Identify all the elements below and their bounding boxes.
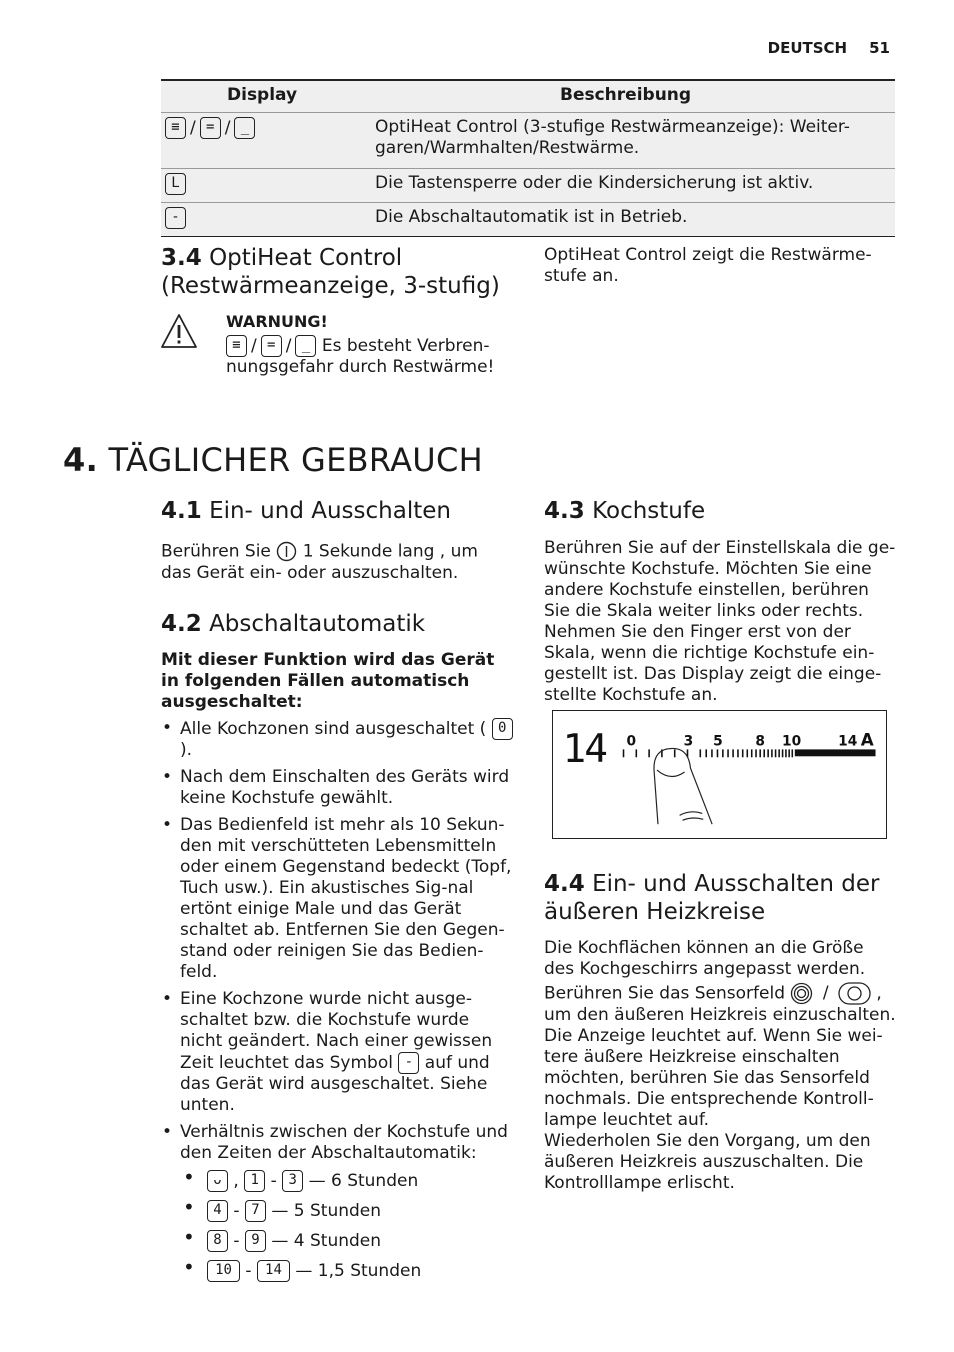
text-part: Verhältnis zwischen der Kochstufe und den Zeiten der Abschaltautomatik: — [180, 1122, 508, 1163]
display-symbol-icon: 9 — [245, 1230, 266, 1252]
text-part: , — [233, 1171, 239, 1191]
scale-label: 8 — [755, 733, 766, 750]
text-part: - — [245, 1261, 252, 1281]
table-header-row — [161, 81, 895, 112]
table-cell-text: OptiHeat Control (3-stufige Restwärmeanzeige): Weiter-garen/Warmhalten/Restwärme. — [375, 117, 850, 158]
paragraph: Die Kochflächen können an die Größe des Kochgeschirrs angepasst werden. — [544, 938, 866, 979]
section-4-1-text — [161, 541, 506, 584]
text-part: , — [876, 983, 882, 1004]
symbol-separator: / — [822, 983, 829, 1003]
scale-label: 0 — [626, 733, 637, 750]
list-item — [180, 1168, 516, 1198]
display-symbol-icon: ≡ — [165, 117, 186, 139]
warning-triangle-icon — [160, 313, 198, 349]
table-header-description: Beschreibung — [560, 85, 692, 105]
chapter-number: 4. — [63, 441, 99, 479]
display-symbol-icon: 10 — [207, 1260, 240, 1282]
page-header — [768, 38, 890, 59]
section-title: Abschaltautomatik — [209, 611, 426, 637]
display-symbol-icon: = — [200, 117, 221, 139]
section-4-2-intro: Mit dieser Funktion wird das Gerät in folgenden Fällen automatisch ausgeschaltet: — [161, 650, 495, 712]
table-cell-text: Die Abschaltautomatik ist in Betrieb. — [375, 207, 688, 227]
text-part: — 6 Stunden — [308, 1171, 419, 1191]
scale-label: A — [860, 729, 874, 750]
display-table — [161, 79, 895, 237]
section-number: 3.4 — [161, 245, 202, 271]
auto-off-list — [161, 718, 516, 1294]
warning-block — [226, 311, 516, 378]
paragraph — [544, 982, 896, 1131]
display-symbol-icon: 3 — [282, 1170, 303, 1192]
section-3-4-text: OptiHeat Control zeigt die Restwärme-stufe an. — [544, 245, 872, 286]
display-symbol-icon: 0 — [492, 718, 513, 740]
multi-zone-sensor-icon — [790, 982, 813, 1005]
table-header-display: Display — [227, 85, 298, 105]
chapter-title — [63, 440, 483, 480]
sublist — [180, 1168, 516, 1288]
oval-zone-sensor-icon — [838, 982, 871, 1005]
display-symbol-icon: ᴗ — [207, 1170, 228, 1192]
text-part: - — [270, 1171, 277, 1191]
symbol-separator: / — [285, 335, 292, 356]
display-symbol-icon: L — [165, 173, 186, 195]
display-symbol-icon: 1 — [244, 1170, 265, 1192]
display-symbol-icon: 8 — [207, 1230, 228, 1252]
power-icon — [276, 541, 297, 562]
display-symbol-icon: 4 — [207, 1200, 228, 1222]
text-part: ). — [180, 740, 193, 760]
text-part: — 1,5 Stunden — [295, 1261, 422, 1281]
list-item — [180, 1198, 516, 1228]
table-cell-symbols — [161, 169, 370, 202]
warning-message: Es besteht Verbren-nungsgefahr durch Restwärme! — [226, 336, 495, 377]
scale-label: 10 — [782, 733, 802, 750]
chapter-name: TÄGLICHER GEBRAUCH — [108, 441, 484, 479]
list-item — [161, 1122, 516, 1288]
section-number: 4.4 — [544, 871, 585, 897]
text-part: um den äußeren Heizkreis einzuschalten. Die Anzeige leuchtet auf. Wenn Sie wei-tere äußere Heizkreise einschalten möchten, berühren Sie das Sensorfeld nochmals. Die entsprechende Kontroll-lampe leuchtet auf. — [544, 1005, 896, 1130]
text-part: - — [233, 1201, 240, 1221]
text-part: Berühren Sie das Sensorfeld — [544, 983, 785, 1004]
section-heading-4-4 — [544, 870, 894, 926]
list-item: • Das Bedienfeld ist mehr als 10 Sekun-den mit verschütteten Lebensmitteln oder einem Gegenstand bedeckt (Topf, Tuch usw.). Ein akustisches Sig-nal ertönt einige Male und das Gerät schaltet ab. Entfernen Sie den Gegen-stand oder reinigen Sie das Bedien-feld. — [161, 815, 516, 983]
list-item — [161, 718, 516, 761]
table-cell-text: Die Tastensperre oder die Kindersicherung ist aktiv. — [375, 173, 814, 193]
list-item — [180, 1228, 516, 1258]
table-row — [161, 112, 895, 168]
text-part: 1 Sekunde lang , um das Gerät ein- oder auszuschalten. — [161, 541, 478, 583]
header-language: DEUTSCH — [767, 39, 848, 57]
scale-label: 14 — [838, 733, 858, 750]
symbol-separator: / — [251, 335, 257, 356]
section-heading-4-1 — [161, 497, 451, 525]
list-item — [161, 989, 516, 1116]
section-title: Ein- und Ausschalten — [209, 498, 451, 524]
display-symbol-icon: ≡ — [226, 335, 247, 357]
text-part: Berühren Sie — [161, 541, 271, 562]
paragraph: Wiederholen Sie den Vorgang, um den äußeren Heizkreis auszuschalten. Die Kontrolllampe erlischt. — [544, 1131, 871, 1193]
text-part: — 4 Stunden — [271, 1231, 382, 1251]
finger-icon — [654, 748, 712, 824]
section-title: Ein- und Ausschalten der äußeren Heizkreise — [544, 871, 880, 925]
page-number: 51 — [869, 39, 890, 57]
display-symbol-icon: 14 — [257, 1260, 290, 1282]
text-part: Eine Kochzone wurde nicht ausge-schaltet bzw. die Kochstufe wurde nicht geändert. Nach einer gewissen Zeit leuchtet das Symbol — [180, 989, 493, 1073]
table-cell-symbols — [161, 203, 370, 236]
text-part: — 5 Stunden — [271, 1201, 382, 1221]
display-symbol-icon: - — [165, 207, 186, 229]
table-cell-symbols — [161, 113, 370, 168]
scale-ticks — [624, 749, 793, 757]
display-symbol-icon: _ — [234, 117, 255, 139]
scale-bar — [795, 749, 876, 756]
table-row — [161, 168, 895, 202]
power-scale-figure — [552, 710, 887, 839]
text-part: Alle Kochzonen sind ausgeschaltet ( — [180, 719, 487, 739]
section-title: Kochstufe — [592, 498, 706, 524]
symbol-separator: / — [190, 117, 196, 138]
warning-label: WARNUNG! — [226, 312, 328, 331]
display-symbol-icon: _ — [295, 335, 316, 357]
section-heading-4-2 — [161, 610, 425, 638]
section-heading-4-3 — [544, 497, 705, 525]
table-row — [161, 202, 895, 236]
warning-text — [226, 335, 516, 378]
symbol-separator: / — [224, 117, 231, 138]
scale-label: 3 — [683, 733, 694, 750]
display-symbol-icon: = — [261, 335, 282, 357]
section-number: 4.1 — [161, 498, 202, 524]
scale-label: 5 — [713, 733, 723, 750]
display-symbol-icon: - — [398, 1052, 419, 1074]
section-4-3-text: Berühren Sie auf der Einstellskala die ge-wünschte Kochstufe. Möchten Sie eine andere Kochstufe einstellen, berühren Sie die Skala weiter links oder rechts. Nehmen Sie den Finger erst von der Skala, wenn die richtige Kochstufe ein-gestellt ist. Das Display zeigt die einge-stellte Kochstufe an. — [544, 538, 896, 705]
section-number: 4.3 — [544, 498, 585, 524]
text-part: auf und das Gerät wird ausgeschaltet. Siehe unten. — [180, 1053, 490, 1115]
text-part: - — [233, 1231, 240, 1251]
list-item: • Nach dem Einschalten des Geräts wird keine Kochstufe gewählt. — [161, 767, 516, 809]
section-number: 4.2 — [161, 611, 202, 637]
list-item — [180, 1258, 516, 1288]
display-symbol-icon: 7 — [245, 1200, 266, 1222]
section-heading-3-4 — [161, 244, 521, 300]
section-4-4-text — [544, 938, 896, 1194]
section-title: OptiHeat Control (Restwärmeanzeige, 3-stufig) — [161, 245, 500, 299]
scale-display-value: 14 — [562, 726, 606, 773]
